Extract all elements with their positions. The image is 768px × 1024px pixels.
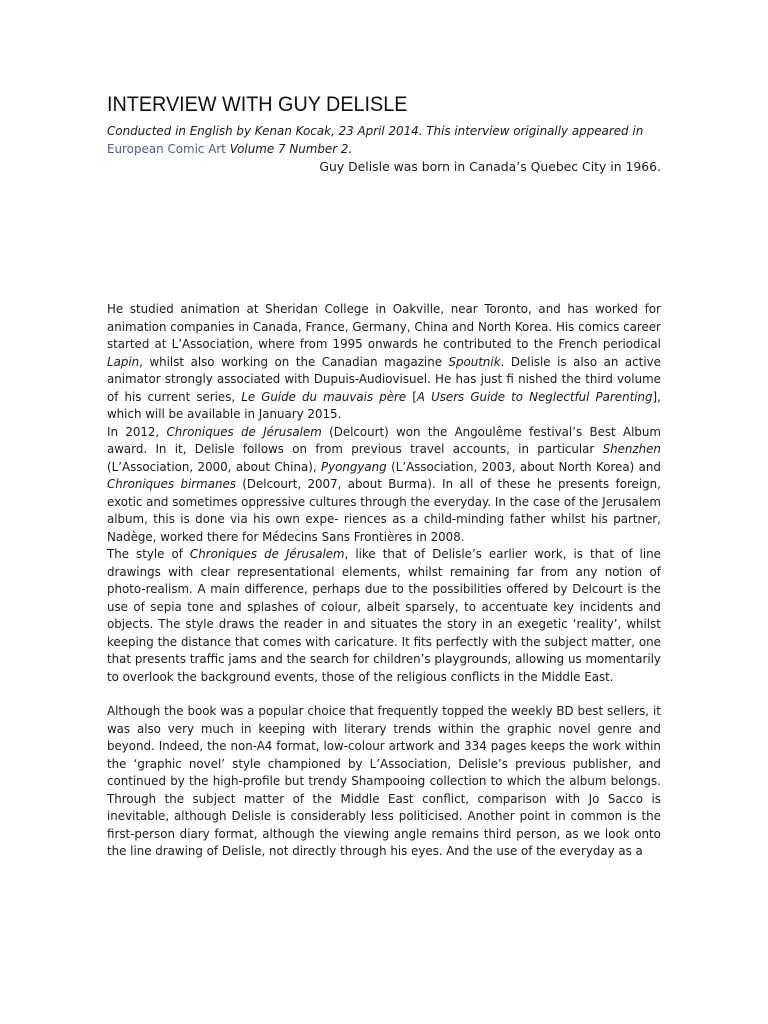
document-page xyxy=(107,92,661,858)
text-run: ], which will be available in January 2015. xyxy=(107,388,661,421)
paragraph-3 xyxy=(107,545,661,685)
text-run: (Delcourt, 2007, about Burma). In all of these he presents foreign, exotic and sometimes oppressive cultures through the everyday. In the case of the Jerusalem album, this is done via his own expe- riences as a child-minding father whilst his partner, Nadège, worked there for Médecins Sans Frontières in 2008. xyxy=(107,476,661,544)
paragraph-gap xyxy=(107,685,661,702)
page-title: INTERVIEW WITH GUY DELISLE xyxy=(107,92,408,116)
text-run: He studied animation at Sheridan College in Oakville, near Toronto, and has worked for animation companies in Canada, France, Germany, China and North Korea. His comics career started at L’Association, where from 1995 onwards he contributed to the French periodical xyxy=(107,301,661,351)
italic-title: Shenzhen xyxy=(602,441,661,456)
text-run: (L’Association, 2003, about North Korea) and xyxy=(386,458,661,474)
paragraph-2 xyxy=(107,423,661,546)
article-body xyxy=(107,300,661,860)
text-run: (Delcourt) won the Angoulême festival’s Best Album award. In it, Delisle follows on from previous travel accounts, in particular xyxy=(107,423,661,456)
text-run: (L’Association, 2000, about China), xyxy=(107,458,322,474)
italic-title: Lapin xyxy=(107,353,140,369)
byline-post: Volume 7 Number 2. xyxy=(225,141,353,156)
byline xyxy=(107,122,659,158)
italic-title: A Users Guide to Neglectful Parenting xyxy=(416,388,653,404)
paragraph-4: Although the book was a popular choice that frequently topped the weekly BD best sellers, it was also very much in keeping with literary trends within the graphic novel genre and beyond. Indeed, the non-A4 format, low-colour artwork and 334 pages keeps the work within the ‘graphic novel’ style championed by L’Association, Delisle’s previous publisher, and continued by the high-profile but trendy Shampooing collection to which the album belongs. Through the subject matter of the Middle East conflict, comparison with Jo Sacco is inevitable, although Delisle is considerably less politicised. Another point in common is the first-person diary format, although the viewing angle remains third person, as we look onto the line drawing of Delisle, not directly through his eyes. And the use of the everyday as a xyxy=(107,703,661,858)
italic-title: Chroniques birmanes xyxy=(107,476,236,491)
text-run: . Delisle is also an active animator strongly associated with Dupuis-Audiovisuel. He has just fi nished the third volume of his current series, xyxy=(107,353,661,404)
byline-pre: Conducted in English by Kenan Kocak, 23 April 2014. This interview originally appeared in xyxy=(107,123,644,138)
italic-title: Spoutnik xyxy=(448,353,501,369)
italic-title: Chroniques de Jérusalem xyxy=(166,423,322,439)
text-run: , like that of Delisle’s earlier work, is that of line drawings with clear representational elements, whilst remaining far from any notion of photo-realism. A main difference, perhaps due to the possibilities offered by Delcourt is the use of sepia tone and splashes of colour, albeit sparsely, to accentuate key incidents and objects. The style draws the reader in and situates the story in an exegetic ‘reality’, whilst keeping the distance that comes with caricature. It fits perfectly with the subject matter, one that presents traffic jams and the search for children’s playgrounds, allowing us momentarily to overlook the background events, those of the religious conflicts in the Middle East. xyxy=(107,546,661,684)
birth-line: Guy Delisle was born in Canada’s Quebec City in 1966. xyxy=(319,159,661,174)
italic-title: Pyongyang xyxy=(321,458,387,474)
text-run: In 2012, xyxy=(107,423,167,439)
italic-title: Le Guide du mauvais père xyxy=(241,388,407,404)
journal-link[interactable]: European Comic Art xyxy=(107,141,226,156)
text-run: [ xyxy=(406,388,417,404)
text-run: The style of xyxy=(107,546,190,561)
italic-title: Chroniques de Jérusalem xyxy=(189,546,345,561)
paragraph-1 xyxy=(107,300,661,423)
text-run: , whilst also working on the Canadian magazine xyxy=(139,353,449,369)
